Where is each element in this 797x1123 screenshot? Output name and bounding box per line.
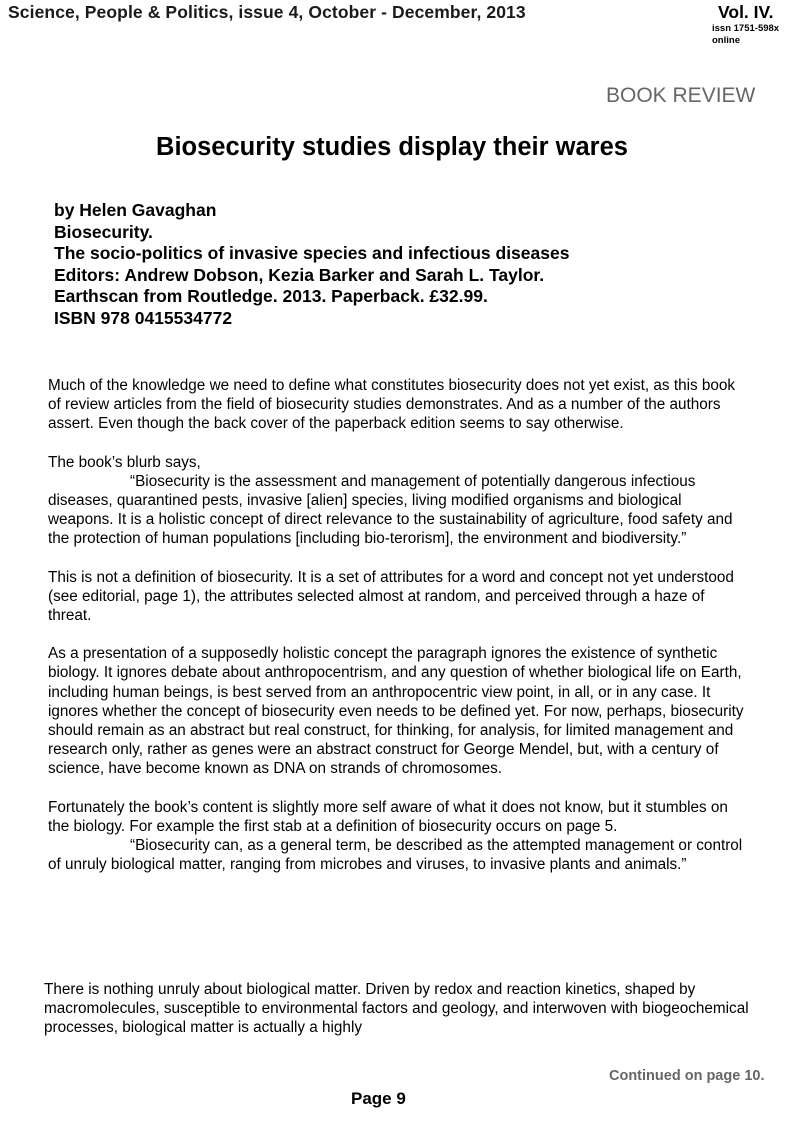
article-body <box>44 376 749 1037</box>
definition-quote <box>48 836 748 874</box>
paragraph-2 <box>48 453 748 549</box>
book-details <box>54 200 569 329</box>
paragraph-3: This is not a definition of biosecurity. It is a set of attributes for a word and concept not yet understood (see editorial, page 1), the attributes selected almost at random, and perceived through a haze of threat. <box>48 568 734 625</box>
continued-note: Continued on page 10. <box>609 1068 765 1084</box>
paragraph-5-text: Fortunately the book’s content is slightly more self aware of what it does not know, but it stumbles on the biology. For example the first stab at a definition of biosecurity occurs on page 5. <box>48 798 728 835</box>
issn-number: issn 1751-598x <box>712 23 780 34</box>
book-isbn: ISBN 978 0415534772 <box>54 307 233 328</box>
page-number: Page 9 <box>351 1089 406 1108</box>
paragraph-6: There is nothing unruly about biological matter. Driven by redox and reaction kinetics, shaped by macromolecules, susceptible to environmental factors and geology, and interwoven with biogeochemical processes, biological matter is actually a highly <box>44 981 749 1037</box>
blurb-intro: The book’s blurb says, <box>48 453 201 471</box>
journal-masthead: Science, People & Politics, issue 4, October - December, 2013 <box>8 2 526 22</box>
article-title: Biosecurity studies display their wares <box>156 133 628 161</box>
section-label: BOOK REVIEW <box>606 84 756 107</box>
book-title: Biosecurity. <box>54 221 153 242</box>
paragraph-5 <box>48 798 748 875</box>
book-editors: Editors: Andrew Dobson, Kezia Barker and Sarah L. Taylor. <box>54 264 545 285</box>
paragraph-1: Much of the knowledge we need to define what constitutes biosecurity does not yet exist, as this book of review articles from the field of biosecurity studies demonstrates. And as a number of the authors assert. Even though the back cover of the paperback edition seems to say otherwise. <box>48 377 736 433</box>
paragraph-4: As a presentation of a supposedly holistic concept the paragraph ignores the existence of synthetic biology. It ignores debate about anthropocentrism, and any question of whether biological life on Earth, including human beings, is best served from an anthropocentric view point, in all, or in any case. It ignores whether the concept of biosecurity even needs to be defined yet. For now, perhaps, biosecurity should remain as an abstract but real construct, for thinking, for analysis, for limited management and research only, rather as genes were an abstract construct for George Mendel, but, with a century of science, have become known as DNA on strands of chromosomes. <box>48 645 744 778</box>
blurb-quote-text: “Biosecurity is the assessment and management of potentially dangerous infectious diseases, quarantined pests, invasive [alien] species, living modified organisms and biological weapons. It is a holistic concept of direct relevance to the sustainability of agriculture, food safety and the protection of human populations [including bio-terorism], the environment and biodiversity.” <box>48 472 733 548</box>
book-subtitle: The socio-politics of invasive species and infectious diseases <box>54 243 570 263</box>
issn-online: online <box>712 35 740 46</box>
definition-quote-text: “Biosecurity can, as a general term, be described as the attempted management or control of unruly biological matter, ranging from microbes and viruses, to invasive plants and animals.” <box>48 837 743 874</box>
volume-label: Vol. IV. <box>718 2 774 22</box>
author-line: by Helen Gavaghan <box>54 200 217 220</box>
blurb-quote <box>48 472 748 549</box>
book-publisher: Earthscan from Routledge. 2013. Paperback. £32.99. <box>54 286 488 306</box>
issn-block <box>712 23 779 47</box>
